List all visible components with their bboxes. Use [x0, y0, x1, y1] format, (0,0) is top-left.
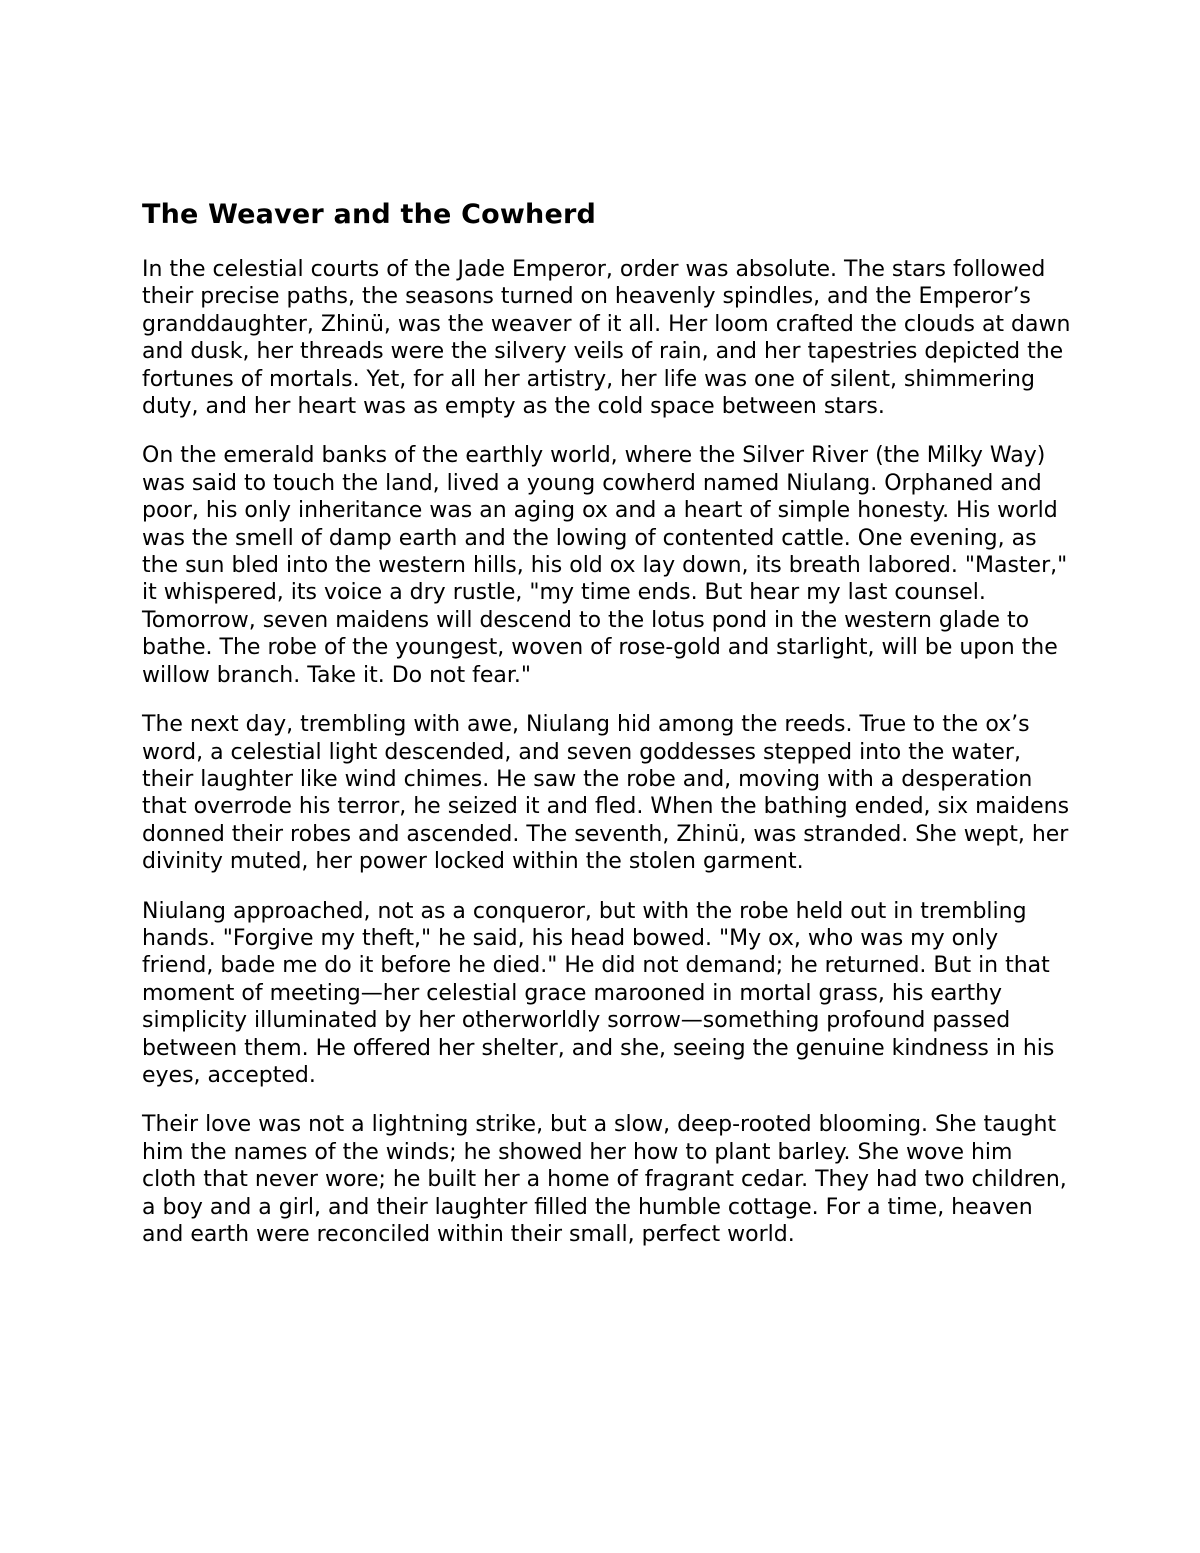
paragraph-1: In the celestial courts of the Jade Emperor, order was absolute. The stars followed their precise paths, the seasons turned on heavenly spindles, and the Emperor’s granddaughter, Zhinü, was the weaver of it all. Her loom crafted the clouds at dawn and dusk, her threads were the silvery veils of rain, and her tapestries depicted the fortunes of mortals. Yet, for all her artistry, her life was one of silent, shimmering duty, and her heart was as empty as the cold space between stars. — [142, 257, 1071, 420]
paragraph-5: Their love was not a lightning strike, but a slow, deep-rooted blooming. She taught him the names of the winds; he showed her how to plant barley. She wove him cloth that never wore; he built her a home of fragrant cedar. They had two children, a boy and a girl, and their laughter filled the humble cottage. For a time, heaven and earth were reconciled within their small, perfect world. — [142, 1112, 1067, 1247]
document-page — [142, 198, 1072, 1270]
paragraph-3: The next day, trembling with awe, Niulang hid among the reeds. True to the ox’s word, a celestial light descended, and seven goddesses stepped into the water, their laughter like wind chimes. He saw the robe and, moving with a desperation that overrode his terror, he seized it and fled. When the bathing ended, six maidens donned their robes and ascended. The seventh, Zhinü, was stranded. She wept, her divinity muted, her power locked within the stolen garment. — [142, 712, 1070, 875]
paragraph-4: Niulang approached, not as a conqueror, but with the robe held out in trembling hands. "Forgive my theft," he said, his head bowed. "My ox, who was my only friend, bade me do it before he died." He did not demand; he returned. But in that moment of meeting—her celestial grace marooned in mortal grass, his earthy simplicity illuminated by her otherworldly sorrow—something profound passed between them. He offered her shelter, and she, seeing the genuine kindness in his eyes, accepted. — [142, 898, 1055, 1088]
document-title: The Weaver and the Cowherd — [142, 199, 597, 230]
paragraph-2: On the emerald banks of the earthly world, where the Silver River (the Milky Way) was said to touch the land, lived a young cowherd named Niulang. Orphaned and poor, his only inheritance was an aging ox and a heart of simple honesty. His world was the smell of damp earth and the lowing of contented cattle. One evening, as the sun bled into the western hills, his old ox lay down, its breath labored. "Master," it whispered, its voice a dry rustle, "my time ends. But hear my last counsel. Tomorrow, seven maidens will descend to the lotus pond in the western glade to bathe. The robe of the youngest, woven of rose-gold and starlight, will be upon the willow branch. Take it. Do not fear." — [142, 443, 1068, 688]
